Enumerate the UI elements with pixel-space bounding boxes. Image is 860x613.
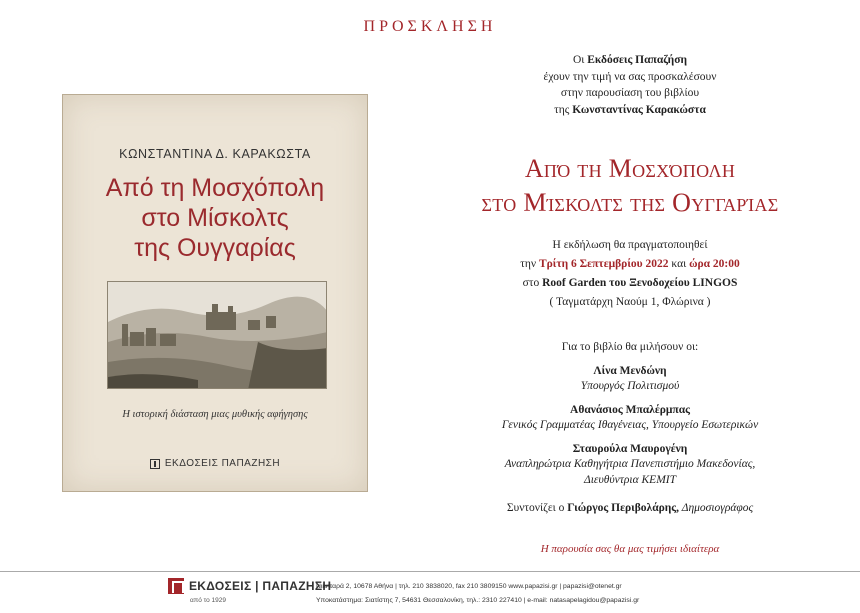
event-venue-prefix: στο: [522, 277, 543, 289]
footer-address-line-1: Νικηταρά 2, 10678 Αθήνα | τηλ. 210 3838020, fax 210 3809150 www.papazisi.gr | papazisi@otenet.gr: [316, 583, 622, 590]
speaker-name: Λίνα Μενδώνη: [593, 364, 667, 377]
publisher-name: Εκδόσεις Παπαζήση: [587, 54, 687, 66]
author-name: Κωνσταντίνας Καρακώστα: [572, 103, 706, 116]
footer-logo: [168, 578, 331, 594]
speakers-section: [430, 340, 830, 496]
publisher-logo-icon: [168, 578, 184, 594]
closing-note: Η παρουσία σας θα μας τιμήσει ιδιαίτερα: [540, 543, 720, 555]
footer-since: από το 1929: [190, 597, 227, 604]
cover-publisher: [63, 458, 367, 469]
speaker-name: Αθανάσιος Μπαλέρμπας: [570, 403, 690, 416]
book-title: [430, 152, 830, 220]
moderator-line: [430, 502, 830, 514]
event-venue: Roof Garden του Ξενοδοχείου LINGOS: [542, 277, 738, 289]
speaker-item: [430, 442, 830, 489]
cover-author: ΚΩΝΣΤΑΝΤΙΝΑ Δ. ΚΑΡΑΚΩΣΤΑ: [119, 147, 311, 161]
intro-prefix: Οι: [572, 54, 588, 66]
intro-paragraph: [430, 52, 830, 118]
moderator-prefix: Συντονίζει ο: [506, 502, 568, 514]
book-cover: [62, 94, 368, 492]
book-title-line-1: Από τη Μοσχόπολη: [524, 154, 736, 183]
intro-line-3: στην παρουσίαση του βιβλίου: [560, 87, 700, 99]
speaker-role: Αναπληρώτρια Καθηγήτρια Πανεπιστήμιο Μακεδονίας,: [504, 458, 756, 470]
footer-address-line-2: Υποκατάστημα: Σιατίστης 7, 54631 Θεσσαλονίκη, τηλ.: 2310 227410 | e-mail: natasapelagidou@papazisi.gr: [316, 597, 640, 604]
publisher-logo-icon: [150, 459, 160, 469]
cover-title-line-1: Από τη Μοσχόπολη: [105, 174, 325, 202]
intro-author-prefix: της: [554, 103, 573, 116]
event-intro: Η εκδήλωση θα πραγματοποιηθεί: [552, 239, 708, 251]
footer-brand: ΕΚΔΟΣΕΙΣ | ΠΑΠΑΖΗΣΗ: [189, 579, 332, 593]
speaker-name: Σταυρούλα Μαυρογένη: [572, 442, 688, 455]
cover-title: [83, 173, 347, 263]
invitation-title: ΠΡΟΣΚΛΗΣΗ: [363, 18, 497, 35]
cover-publisher-name: ΕΚΔΟΣΕΙΣ ΠΑΠΑΖΗΣΗ: [164, 458, 281, 469]
speaker-role: Γενικός Γραμματέας Ιθαγένειας, Υπουργείο Εσωτερικών: [501, 419, 759, 431]
book-title-line-2: στο Μίσκολτς της Ουγγαρίας: [481, 188, 779, 217]
event-date-prefix: την: [520, 258, 539, 270]
footer-divider: [0, 571, 860, 572]
event-address: ( Ταγματάρχη Ναούμ 1, Φλώρινα ): [549, 296, 711, 308]
speaker-item: [430, 403, 830, 434]
speaker-role: Υπουργός Πολιτισμού: [580, 380, 680, 392]
cover-subtitle: Η ιστορική διάσταση μιας μυθικής αφήγησης: [122, 409, 308, 420]
event-time: ώρα 20:00: [689, 258, 740, 270]
event-details: [430, 236, 830, 312]
cover-title-line-3: της Ουγγαρίας: [134, 234, 296, 262]
speaker-item: [430, 364, 830, 395]
event-date: Τρίτη 6 Σεπτεμβρίου 2022: [538, 258, 669, 270]
town-landscape-illustration: [108, 282, 327, 389]
footer-address: [316, 580, 639, 608]
moderator-role: Δημοσιογράφος: [679, 502, 754, 514]
cover-engraving-image: [107, 281, 327, 389]
speaker-role-2: Διευθύντρια ΚΕΜΙΤ: [583, 473, 677, 486]
intro-line-2: έχουν την τιμή να σας προσκαλέσουν: [543, 70, 717, 83]
cover-title-line-2: στο Μίσκολτς: [141, 204, 289, 232]
speakers-intro: Για το βιβλίο θα μιλήσουν οι:: [561, 341, 699, 353]
event-date-mid: και: [668, 258, 690, 270]
moderator-name: Γιώργος Περιβολάρης,: [567, 502, 680, 514]
